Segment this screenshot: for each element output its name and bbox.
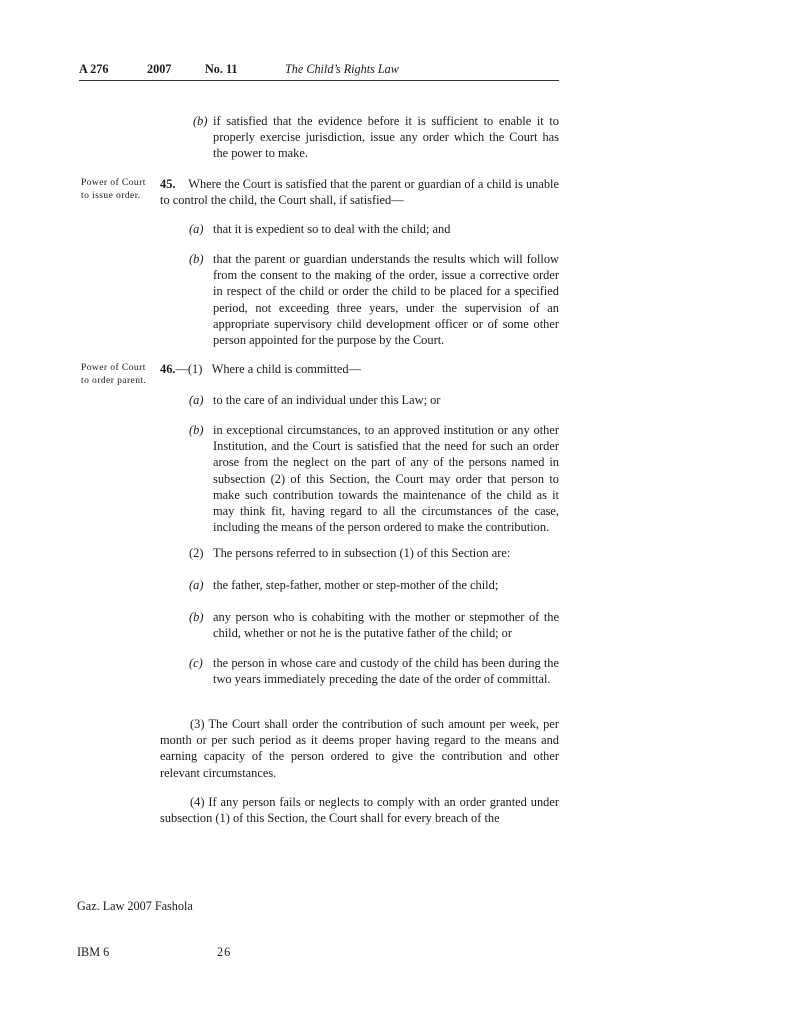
section-46-subsection-2-item-a <box>189 577 561 595</box>
subsection-text: Where a child is committed— <box>211 362 361 376</box>
subsection-text: The persons referred to in subsection (1) of this Section are: <box>213 546 511 560</box>
page-number: 26 <box>217 945 232 959</box>
subsection-label: (2) <box>189 546 204 560</box>
item-label: (b) <box>189 610 204 624</box>
section-46-subsection-2-item-b <box>189 609 561 643</box>
item-text: that it is expedient so to deal with the child; and <box>213 222 451 236</box>
footer-source: Gaz. Law 2007 Fashola <box>77 899 193 913</box>
item-label: (a) <box>189 578 204 592</box>
item-text: any person who is cohabiting with the mother or stepmother of the child, whether or not he is the putative father of the child; or <box>213 610 559 641</box>
section-46-item-a <box>189 392 561 410</box>
footer-code: IBM 6 <box>77 945 110 959</box>
header-year: 2007 <box>147 62 172 76</box>
item-text: to the care of an individual under this Law; or <box>213 393 441 407</box>
item-label: (c) <box>189 656 203 670</box>
item-text: that the parent or guardian understands the results which will follow from the consent to the making of the order, issue a corrective order in respect of the child or order the child to be placed for a specified period, not exceeding three years, under the supervision of an appropriate supervisory child development officer or of some other person appointed for the purpose by the Court. <box>213 252 559 348</box>
item-text: in exceptional circumstances, to an approved institution or any other Institution, and the Court is satisfied that the need for such an order arose from the neglect on the part of any of the persons named in subsection (2) of this Section, the Court may order that person to make such contribution towards the maintenance of the child as it may think fit, having regard to all the circumstances of the case, including the means of the person ordered to make the contribution. <box>213 423 559 535</box>
item-text: the father, step-father, mother or step-mother of the child; <box>213 578 499 592</box>
section-45-text <box>160 176 559 208</box>
marginal-note-45: Power of Court to issue order. <box>81 177 146 201</box>
item-label: (a) <box>189 393 204 407</box>
section-45-item-b <box>189 251 561 351</box>
section-46-subsection-3: (3) The Court shall order the contribution of such amount per week, per month or per such period as it deems proper having regard to the means and earning capacity of the person ordered to give the contribution and other relevant circumstances. <box>160 717 559 780</box>
subsection-label: —(1) <box>175 362 203 376</box>
section-45-item-a <box>189 221 561 239</box>
item-label: (a) <box>189 222 204 236</box>
section-46-subsection-2-item-c <box>189 655 561 705</box>
law-title: The Child’s Rights Law <box>285 62 399 76</box>
item-label: (b) <box>193 114 208 128</box>
page-reference: A 276 <box>79 62 109 76</box>
section-46-subsection-2 <box>189 545 561 563</box>
item-label: (b) <box>189 423 204 437</box>
header-number: No. 11 <box>205 62 238 76</box>
marginal-note-46: Power of Court to order parent. <box>81 362 147 386</box>
item-text: the person in whose care and custody of the child has been during the two years immediately preceding the date of the order of committal. <box>213 656 559 687</box>
continued-item-b <box>193 113 561 163</box>
section-46-subsection-1 <box>160 361 559 377</box>
section-46-subsection-4: (4) If any person fails or neglects to comply with an order granted under subsection (1) of this Section, the Court shall for every breach of the <box>160 795 559 826</box>
running-header <box>79 62 559 81</box>
item-text: if satisfied that the evidence before it is sufficient to enable it to properly exercise jurisdiction, issue any order which the Court has the power to make. <box>213 114 559 161</box>
item-label: (b) <box>189 252 204 266</box>
section-number: 46. <box>160 362 176 376</box>
section-body: Where the Court is satisfied that the parent or guardian of a child is unable to control the child, the Court shall, if satisfied— <box>160 177 560 208</box>
section-46-item-b <box>189 422 561 538</box>
section-number: 45. <box>160 177 176 191</box>
